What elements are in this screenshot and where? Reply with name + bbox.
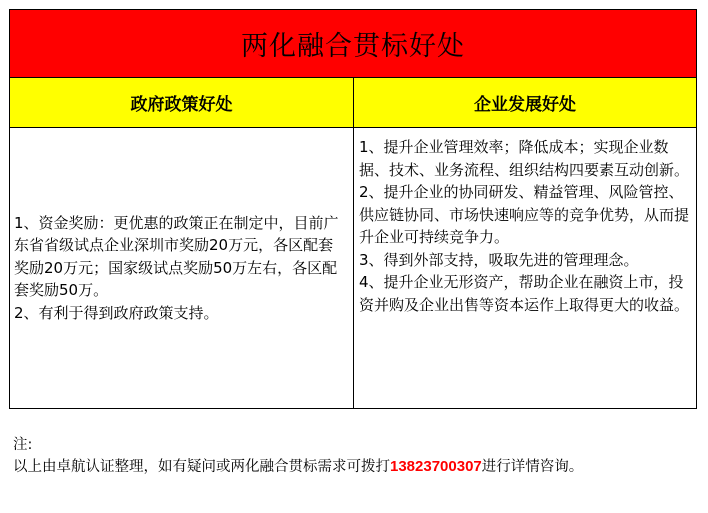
footnote-text-before: 以上由卓航认证整理，如有疑问或两化融合贯标需求可拨打	[13, 459, 390, 475]
contact-phone-number: 13823700307	[390, 458, 482, 475]
government-benefit-item: 1、资金奖励：更优惠的政策正在制定中，目前广东省省级试点企业深圳市奖励20万元，各区配套奖励20万元；国家级试点奖励50万左右，各区配套奖励50万。	[14, 213, 339, 300]
table-header-row	[10, 78, 696, 128]
enterprise-benefit-item: 3、得到外部支持，吸取先进的管理理念。	[359, 250, 639, 269]
header-government-benefits: 政府政策好处	[10, 78, 354, 127]
footnote-label: 注:	[13, 437, 33, 453]
footnote-text-after: 进行详情咨询。	[481, 459, 584, 475]
enterprise-benefit-item: 4、提升企业无形资产，帮助企业在融资上市，投资并购及企业出售等资本运作上取得更大的收益。	[359, 273, 690, 314]
enterprise-benefit-item: 1、提升企业管理效率；降低成本；实现企业数据、技术、业务流程、组织结构四要素互动创新。	[359, 138, 690, 179]
benefits-table	[9, 9, 697, 409]
enterprise-benefits-cell	[354, 128, 696, 408]
footnote	[13, 434, 697, 478]
footnote-text	[13, 456, 697, 478]
government-benefit-item: 2、有利于得到政府政策支持。	[14, 303, 219, 322]
table-title: 两化融合贯标好处	[10, 10, 696, 78]
government-benefits-cell	[10, 128, 354, 408]
table-body-row	[10, 128, 696, 408]
header-enterprise-benefits: 企业发展好处	[474, 95, 576, 115]
enterprise-benefit-item: 2、提升企业的协同研发、精益管理、风险管控、供应链协同、市场快速响应等的竞争优势，从而提升企业可持续竞争力。	[359, 183, 690, 246]
